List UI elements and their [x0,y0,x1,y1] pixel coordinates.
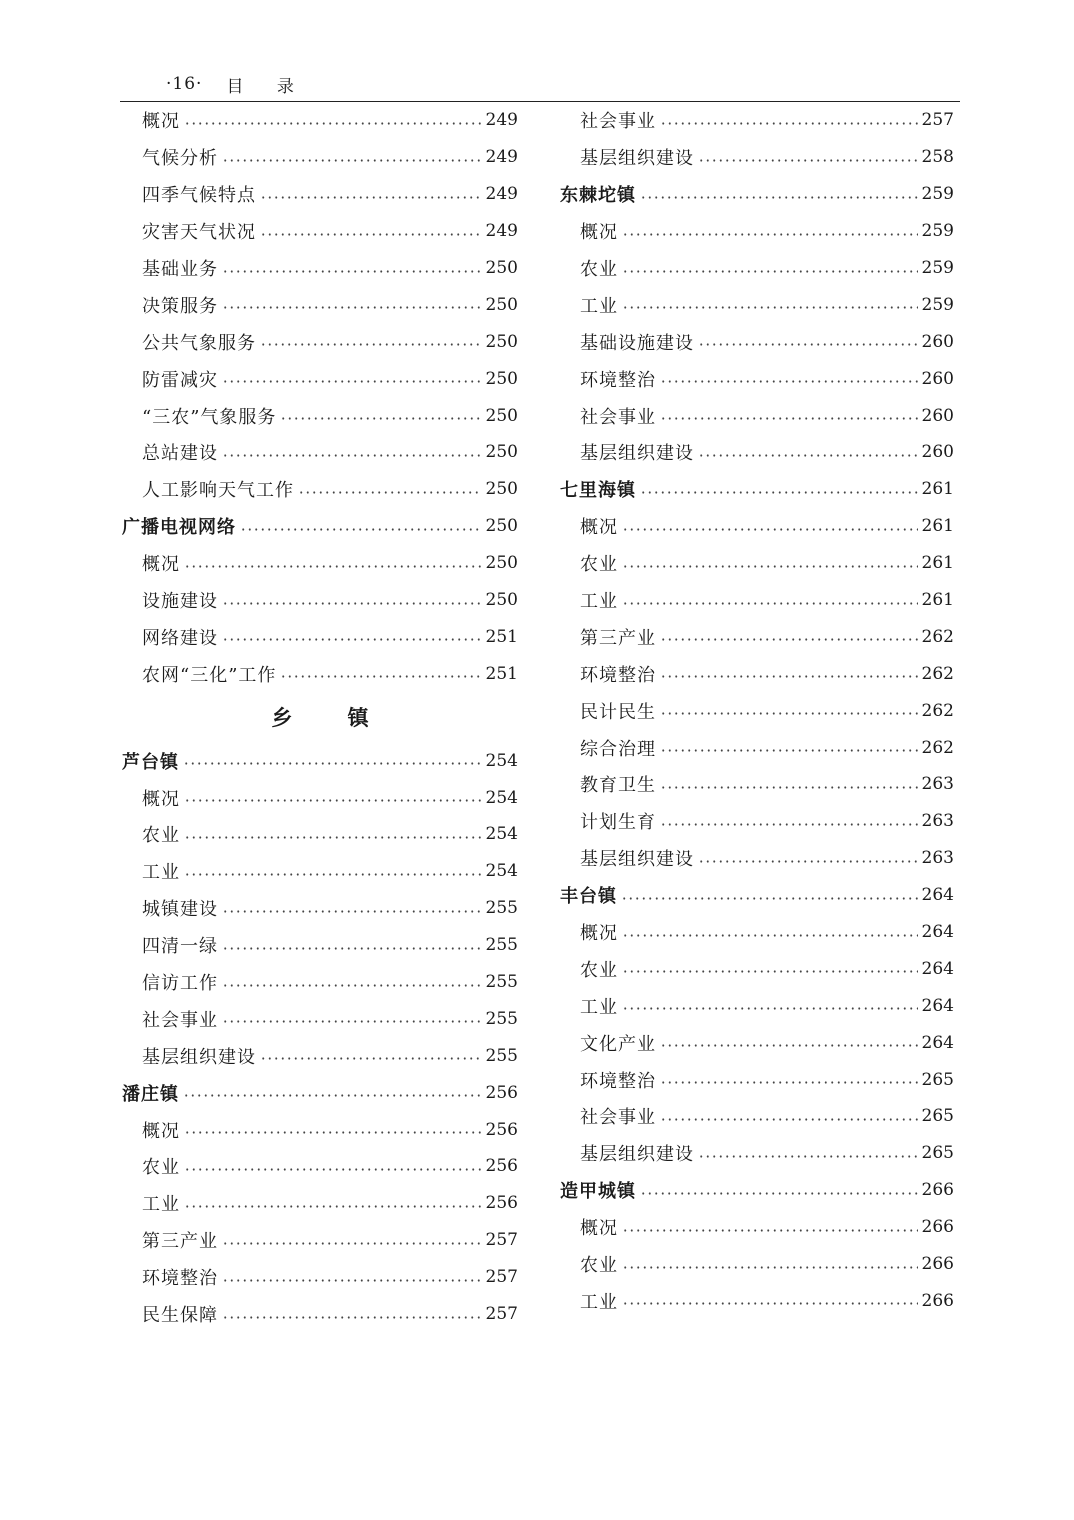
toc-entry-page: 250 [485,405,518,426]
toc-entry-page: 257 [485,1230,518,1251]
toc-entry-page: 257 [485,1304,518,1325]
toc-entry-page: 255 [485,1008,518,1029]
toc-list-left-a [122,102,518,692]
dot-leader [622,1007,918,1010]
toc-entry[interactable] [122,1185,518,1222]
toc-heading-entry[interactable] [560,176,954,213]
toc-entry[interactable] [122,250,518,287]
toc-entry-label: 四清一绿 [142,936,218,958]
toc-entry-label: 工业 [142,1194,180,1216]
toc-entry-label: 环境整治 [580,369,656,391]
toc-entry-label: 防雷减灾 [142,369,218,391]
toc-entry-page: 265 [921,1069,954,1090]
toc-entry-page: 249 [485,110,518,131]
toc-entry[interactable] [560,692,954,729]
toc-entry-page: 260 [921,442,954,463]
toc-entry-label: 工业 [142,862,180,884]
toc-entry-page: 266 [921,1217,954,1238]
dot-leader [280,675,481,678]
toc-entry[interactable] [560,582,954,619]
toc-entry[interactable] [560,729,954,766]
dot-leader [622,306,918,309]
dot-leader [222,270,482,273]
toc-entry[interactable] [560,1024,954,1061]
dot-leader [622,602,918,605]
toc-entry-page: 249 [485,184,518,205]
toc-entry[interactable] [122,1111,518,1148]
toc-entry-page: 258 [921,147,954,168]
toc-entry-label: 计划生育 [580,812,656,834]
dot-leader [660,1044,918,1047]
toc-entry-page: 261 [921,516,954,537]
toc-entry-page: 254 [485,861,518,882]
dot-leader [698,343,918,346]
toc-entry-label: 概况 [580,222,618,244]
toc-entry-page: 255 [485,898,518,919]
dot-leader [622,270,918,273]
toc-entry-label: 农业 [580,959,618,981]
toc-entry-label: 设施建设 [142,591,218,613]
toc-entry-page: 262 [921,626,954,647]
toc-entry-label: 丰台镇 [560,886,617,908]
dot-leader [660,712,918,715]
toc-list-left-b [122,742,518,1332]
toc-entry[interactable] [560,545,954,582]
toc-entry-label: 总站建设 [142,443,218,465]
toc-entry[interactable] [122,1259,518,1296]
toc-entry-label: 概况 [580,923,618,945]
toc-entry-label: 工业 [580,591,618,613]
toc-entry-label: 社会事业 [580,406,656,428]
toc-entry-page: 257 [485,1267,518,1288]
dot-leader [260,343,482,346]
toc-heading-entry[interactable] [560,471,954,508]
toc-entry[interactable] [122,471,518,508]
toc-entry[interactable] [560,508,954,545]
dot-leader [222,454,482,457]
dot-leader [698,159,918,162]
toc-entry-label: 信访工作 [142,973,218,995]
toc-entry-label: 农业 [580,1255,618,1277]
toc-entry[interactable] [122,360,518,397]
toc-entry-page: 250 [485,331,518,352]
toc-entry-label: 综合治理 [580,738,656,760]
toc-entry-label: 基层组织建设 [580,849,694,871]
dot-leader [240,528,482,531]
toc-entry[interactable] [122,1000,518,1037]
toc-entry[interactable] [560,618,954,655]
toc-entry[interactable] [122,1037,518,1074]
toc-entry-label: 东棘坨镇 [560,185,636,207]
toc-entry-page: 257 [921,110,954,131]
toc-entry[interactable] [560,1283,954,1320]
toc-entry[interactable] [560,987,954,1024]
toc-entry-label: 灾害天气状况 [142,222,256,244]
toc-entry-page: 259 [921,294,954,315]
toc-entry[interactable] [122,1296,518,1333]
toc-entry-label: 概况 [580,1218,618,1240]
dot-leader [222,159,482,162]
toc-entry-page: 251 [485,626,518,647]
dot-leader [184,1131,482,1134]
dot-leader [222,910,482,913]
toc-entry[interactable] [122,1222,518,1259]
header-title: 目 录 [226,76,308,97]
toc-entry-label: 广播电视网络 [122,517,236,539]
toc-entry[interactable] [122,323,518,360]
dot-leader [622,1302,918,1305]
dot-leader [222,947,482,950]
toc-entry[interactable] [122,890,518,927]
toc-entry-page: 262 [921,700,954,721]
dot-leader [260,196,482,199]
toc-entry-page: 266 [921,1254,954,1275]
toc-entry-label: 农业 [580,259,618,280]
dot-leader [622,565,918,568]
toc-entry-label: 民生保障 [142,1305,218,1327]
toc-entry-page: 266 [921,1180,954,1201]
toc-entry[interactable] [560,1098,954,1135]
toc-entry-page: 264 [921,885,954,906]
dot-leader [222,1279,482,1282]
dot-leader [222,602,482,605]
toc-entry-label: “三农”气象服务 [142,406,277,428]
toc-entry-page: 250 [485,368,518,389]
dot-leader [660,380,918,383]
toc-entry-page: 264 [921,958,954,979]
toc-entry-page: 261 [921,590,954,611]
dot-leader [622,528,918,531]
toc-entry-page: 255 [485,935,518,956]
toc-entry-page: 260 [921,368,954,389]
toc-heading-entry[interactable] [122,1074,518,1111]
toc-entry-label: 基础设施建设 [580,332,694,354]
dot-leader [660,122,918,125]
dot-leader [660,749,918,752]
dot-leader [622,934,918,937]
toc-entry-label: 决策服务 [142,295,218,317]
toc-entry[interactable] [122,397,518,434]
toc-entry-label: 基层组织建设 [580,148,694,170]
dot-leader [698,860,918,863]
toc-entry-page: 262 [921,663,954,684]
toc-entry-label: 工业 [580,1291,618,1313]
toc-entry-label: 概况 [142,111,180,133]
dot-leader [183,762,482,765]
toc-entry-page: 264 [921,1032,954,1053]
toc-entry[interactable] [122,1148,518,1185]
toc-entry[interactable] [560,1209,954,1246]
toc-entry[interactable] [560,397,954,434]
dot-leader [660,417,918,420]
toc-entry-page: 259 [921,221,954,242]
toc-entry[interactable] [560,434,954,471]
toc-entry-page: 261 [921,553,954,574]
dot-leader [184,873,482,876]
page-number: ·16· [166,74,203,94]
toc-entry[interactable] [560,1061,954,1098]
dot-leader [622,1229,918,1232]
toc-entry-page: 254 [485,750,518,771]
dot-leader [222,638,482,641]
running-header [166,72,308,96]
toc-entry[interactable] [560,323,954,360]
toc-entry-label: 社会事业 [580,111,656,133]
dot-leader [184,1205,482,1208]
toc-entry-page: 265 [921,1106,954,1127]
toc-entry-page: 250 [485,258,518,278]
toc-entry-label: 社会事业 [142,1009,218,1031]
toc-entry-page: 264 [921,995,954,1016]
toc-entry-label: 工业 [580,996,618,1018]
toc-entry[interactable] [122,176,518,213]
dot-leader [640,196,918,199]
toc-entry-page: 254 [485,824,518,845]
toc-entry-page: 256 [485,1119,518,1140]
toc-entry-label: 基层组织建设 [580,1144,694,1166]
dot-leader [184,565,482,568]
toc-entry[interactable] [560,139,954,176]
toc-entry[interactable] [122,816,518,853]
toc-entry-page: 256 [485,1193,518,1214]
toc-entry[interactable] [122,779,518,816]
toc-entry[interactable] [122,545,518,582]
toc-entry[interactable] [560,360,954,397]
toc-entry-label: 教育卫生 [580,775,656,797]
dot-leader [222,1242,482,1245]
toc-entry-label: 第三产业 [580,627,656,649]
toc-entry[interactable] [122,213,518,250]
dot-leader [621,897,918,900]
toc-entry-page: 250 [485,516,518,537]
toc-entry[interactable] [560,286,954,323]
toc-entry-label: 环境整治 [580,1070,656,1092]
toc-entry[interactable] [122,853,518,890]
toc-entry-label: 农网“三化”工作 [142,664,277,686]
dot-leader [280,417,481,420]
toc-entry-page: 250 [485,294,518,315]
toc-entry-page: 262 [921,737,954,758]
toc-entry-page: 263 [921,848,954,869]
toc-entry-label: 第三产业 [142,1231,218,1253]
toc-entry-page: 250 [485,479,518,500]
toc-entry-label: 气候分析 [142,148,218,170]
toc-entry[interactable] [560,950,954,987]
dot-leader [660,675,918,678]
toc-list-right [560,102,954,1319]
toc-entry-label: 人工影响天气工作 [142,480,294,502]
dot-leader [660,786,918,789]
dot-leader [260,233,482,236]
toc-entry-page: 249 [485,147,518,168]
toc-heading-entry[interactable] [560,1172,954,1209]
toc-entry[interactable] [560,102,954,139]
toc-entry-page: 255 [485,1045,518,1066]
toc-entry-page: 259 [921,184,954,205]
toc-entry[interactable] [122,618,518,655]
toc-entry[interactable] [560,914,954,951]
dot-leader [222,984,482,987]
toc-heading-entry[interactable] [122,742,518,779]
dot-leader [660,1118,918,1121]
dot-leader [260,1057,482,1060]
toc-entry-label: 四季气候特点 [142,185,256,207]
toc-entry-label: 基础业务 [142,259,218,280]
toc-entry[interactable] [560,1246,954,1283]
toc-entry-label: 芦台镇 [122,751,179,773]
toc-entry[interactable] [122,286,518,323]
toc-entry-page: 250 [485,553,518,574]
dot-leader [640,491,918,494]
toc-entry-label: 网络建设 [142,627,218,649]
toc-entry-page: 249 [485,221,518,242]
dot-leader [184,122,482,125]
section-title: 乡 镇 [271,705,393,731]
toc-entry[interactable] [122,582,518,619]
toc-entry-page: 263 [921,811,954,832]
dot-leader [698,1155,918,1158]
dot-leader [622,1266,918,1269]
toc-entry-label: 基层组织建设 [142,1046,256,1068]
toc-entry-page: 266 [921,1290,954,1311]
toc-entry-label: 民计民生 [580,701,656,723]
toc-entry-label: 概况 [142,788,180,810]
dot-leader [698,454,918,457]
toc-entry[interactable] [560,1135,954,1172]
toc-entry[interactable] [560,803,954,840]
toc-entry[interactable] [122,102,518,139]
toc-entry-page: 255 [485,972,518,993]
dot-leader [184,799,482,802]
toc-entry-label: 概况 [142,554,180,576]
toc-entry-label: 社会事业 [580,1107,656,1129]
toc-entry-label: 造甲城镇 [560,1181,636,1203]
toc-entry[interactable] [560,766,954,803]
dot-leader [184,836,482,839]
toc-entry-page: 250 [485,442,518,463]
toc-entry-label: 公共气象服务 [142,332,256,354]
dot-leader [222,306,482,309]
toc-entry-page: 259 [921,258,954,278]
toc-entry[interactable] [122,964,518,1001]
toc-entry-page: 260 [921,405,954,426]
toc-entry-label: 概况 [142,1120,180,1142]
toc-entry-page: 254 [485,787,518,808]
toc-entry-page: 264 [921,922,954,943]
toc-entry-label: 基层组织建设 [580,443,694,465]
toc-entry-page: 250 [485,590,518,611]
toc-entry-label: 七里海镇 [560,480,636,502]
toc-entry-label: 潘庄镇 [122,1083,179,1105]
toc-entry-page: 260 [921,331,954,352]
dot-leader [183,1094,482,1097]
toc-entry-page: 256 [485,1156,518,1177]
dot-leader [622,233,918,236]
toc-heading-entry[interactable] [122,508,518,545]
toc-entry-label: 农业 [142,825,180,847]
dot-leader [640,1192,918,1195]
toc-entry[interactable] [560,840,954,877]
toc-entry[interactable] [122,927,518,964]
toc-entry[interactable] [122,655,518,692]
toc-entry-label: 农业 [580,554,618,576]
toc-entry-page: 256 [485,1082,518,1103]
dot-leader [184,1168,482,1171]
dot-leader [660,1081,918,1084]
dot-leader [622,970,918,973]
toc-right-column [560,102,954,1319]
toc-entry-label: 工业 [580,295,618,317]
toc-entry-label: 农业 [142,1157,180,1179]
dot-leader [298,491,482,494]
toc-entry[interactable] [560,213,954,250]
toc-entry[interactable] [560,655,954,692]
toc-left-column [122,102,518,1333]
dot-leader [222,380,482,383]
toc-entry[interactable] [122,434,518,471]
dot-leader [660,638,918,641]
toc-entry-label: 概况 [580,517,618,539]
toc-entry-page: 261 [921,479,954,500]
toc-entry-page: 251 [485,663,518,684]
dot-leader [660,823,918,826]
toc-entry-label: 城镇建设 [142,899,218,921]
toc-entry-label: 环境整治 [142,1268,218,1290]
dot-leader [222,1316,482,1319]
toc-entry-label: 文化产业 [580,1033,656,1055]
toc-entry-label: 环境整治 [580,664,656,686]
toc-heading-entry[interactable] [560,877,954,914]
toc-entry-page: 263 [921,774,954,795]
dot-leader [222,1020,482,1023]
toc-entry-page: 265 [921,1143,954,1164]
toc-entry[interactable] [560,250,954,287]
toc-entry[interactable] [122,139,518,176]
